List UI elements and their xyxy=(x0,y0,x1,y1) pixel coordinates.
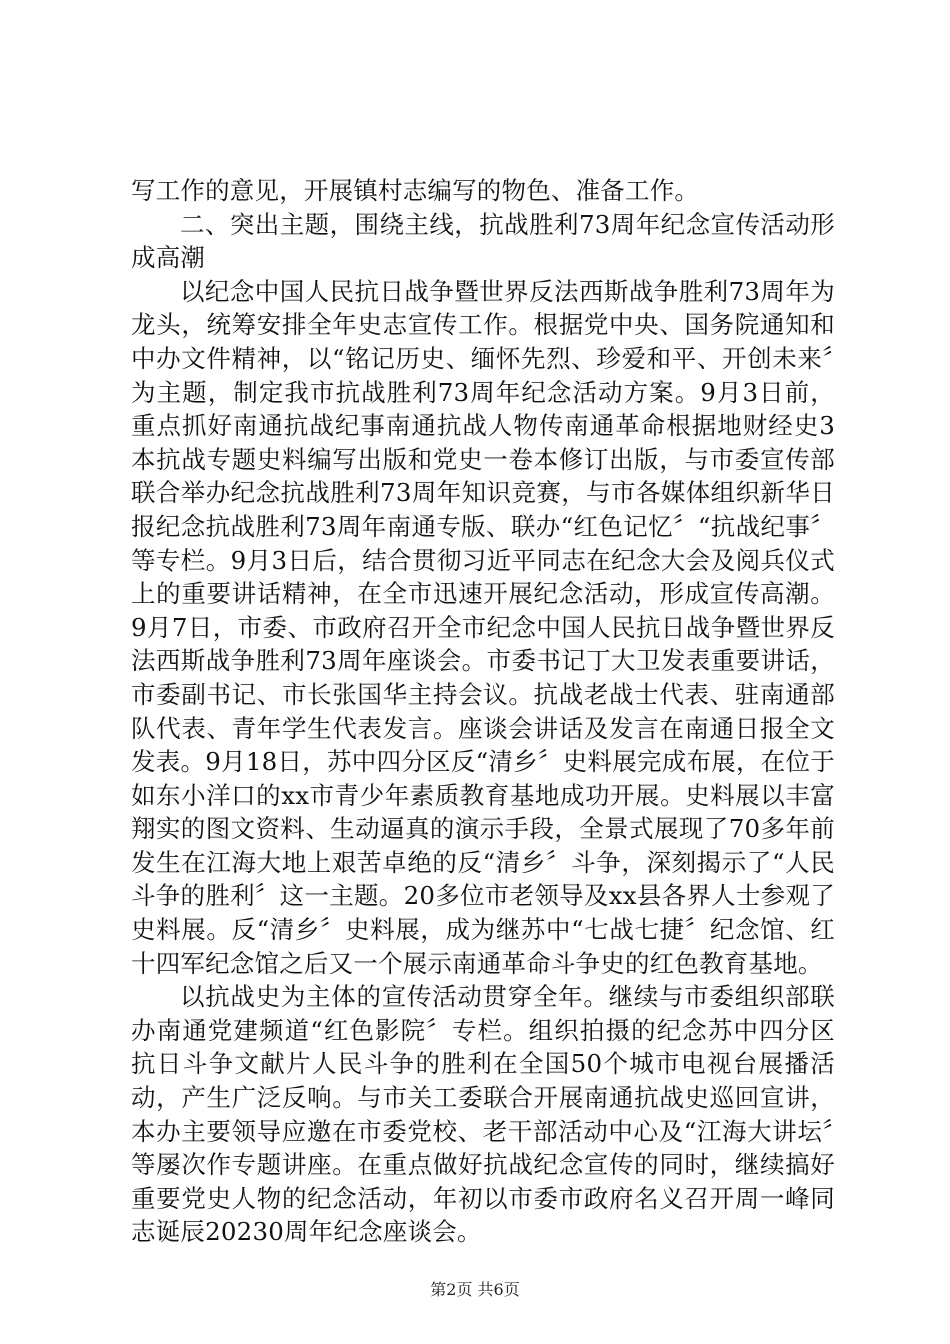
section-heading: 二、突出主题，围绕主线，抗战胜利73周年纪念宣传活动形成高潮 xyxy=(131,209,835,273)
paragraph-continuation: 写工作的意见，开展镇村志编写的物色、准备工作。 xyxy=(131,176,700,205)
paragraph-propaganda-activities: 以抗战史为主体的宣传活动贯穿全年。继续与市委组织部联办南通党建频道“红色影院〞专栏。组织拍摄的纪念苏中四分区抗日斗争文献片人民斗争的胜利在全国50个城市电视台展播活动，产生广泛反响。与市关工委联合开展南通抗战史巡回宣讲，本办主要领导应邀在市委党校、老干部活动中心及“江海大讲坛〞等屡次作专题讲座。在重点做好抗战纪念宣传的同时，继续搞好重要党史人物的纪念活动，年初以市委市政府名义召开周一峰同志诞辰20230周年纪念座谈会。 xyxy=(131,982,835,1247)
paragraph-anniversary-activities: 以纪念中国人民抗日战争暨世界反法西斯战争胜利73周年为龙头，统筹安排全年史志宣传工作。根据党中央、国务院通知和中办文件精神，以“铭记历史、缅怀先烈、珍爱和平、开创未来〞为主题，制定我市抗战胜利73周年纪念活动方案。9月3日前，重点抓好南通抗战纪事南通抗战人物传南通革命根据地财经史3本抗战专题史料编写出版和党史一卷本修订出版，与市委宣传部联合举办纪念抗战胜利73周年知识竞赛，与市各媒体组织新华日报纪念抗战胜利73周年南通专版、联办“红色记忆〞“抗战纪事〞等专栏。9月3日后，结合贯彻习近平同志在纪念大会及阅兵仪式上的重要讲话精神，在全市迅速开展纪念活动，形成宣传高潮。9月7日，市委、市政府召开全市纪念中国人民抗日战争暨世界反法西斯战争胜利73周年座谈会。市委书记丁大卫发表重要讲话，市委副书记、市长张国华主持会议。抗战老战士代表、驻南通部队代表、青年学生代表发言。座谈会讲话及发言在南通日报全文发表。9月18日，苏中四分区反“清乡〞史料展完成布展，在位于如东小洋口的xx市青少年素质教育基地成功开展。史料展以丰富翔实的图文资料、生动逼真的演示手段，全景式展现了70多年前发生在江海大地上艰苦卓绝的反“清乡〞斗争，深刻揭示了“人民斗争的胜利〞这一主题。20多位市老领导及xx县各界人士参观了史料展。反“清乡〞史料展，成为继苏中“七战七捷〞纪念馆、红十四军纪念馆之后又一个展示南通革命斗争史的红色教育基地。 xyxy=(131,276,835,978)
page-number-footer: 第2页 共6页 xyxy=(430,1280,520,1299)
document-body xyxy=(131,174,835,1249)
